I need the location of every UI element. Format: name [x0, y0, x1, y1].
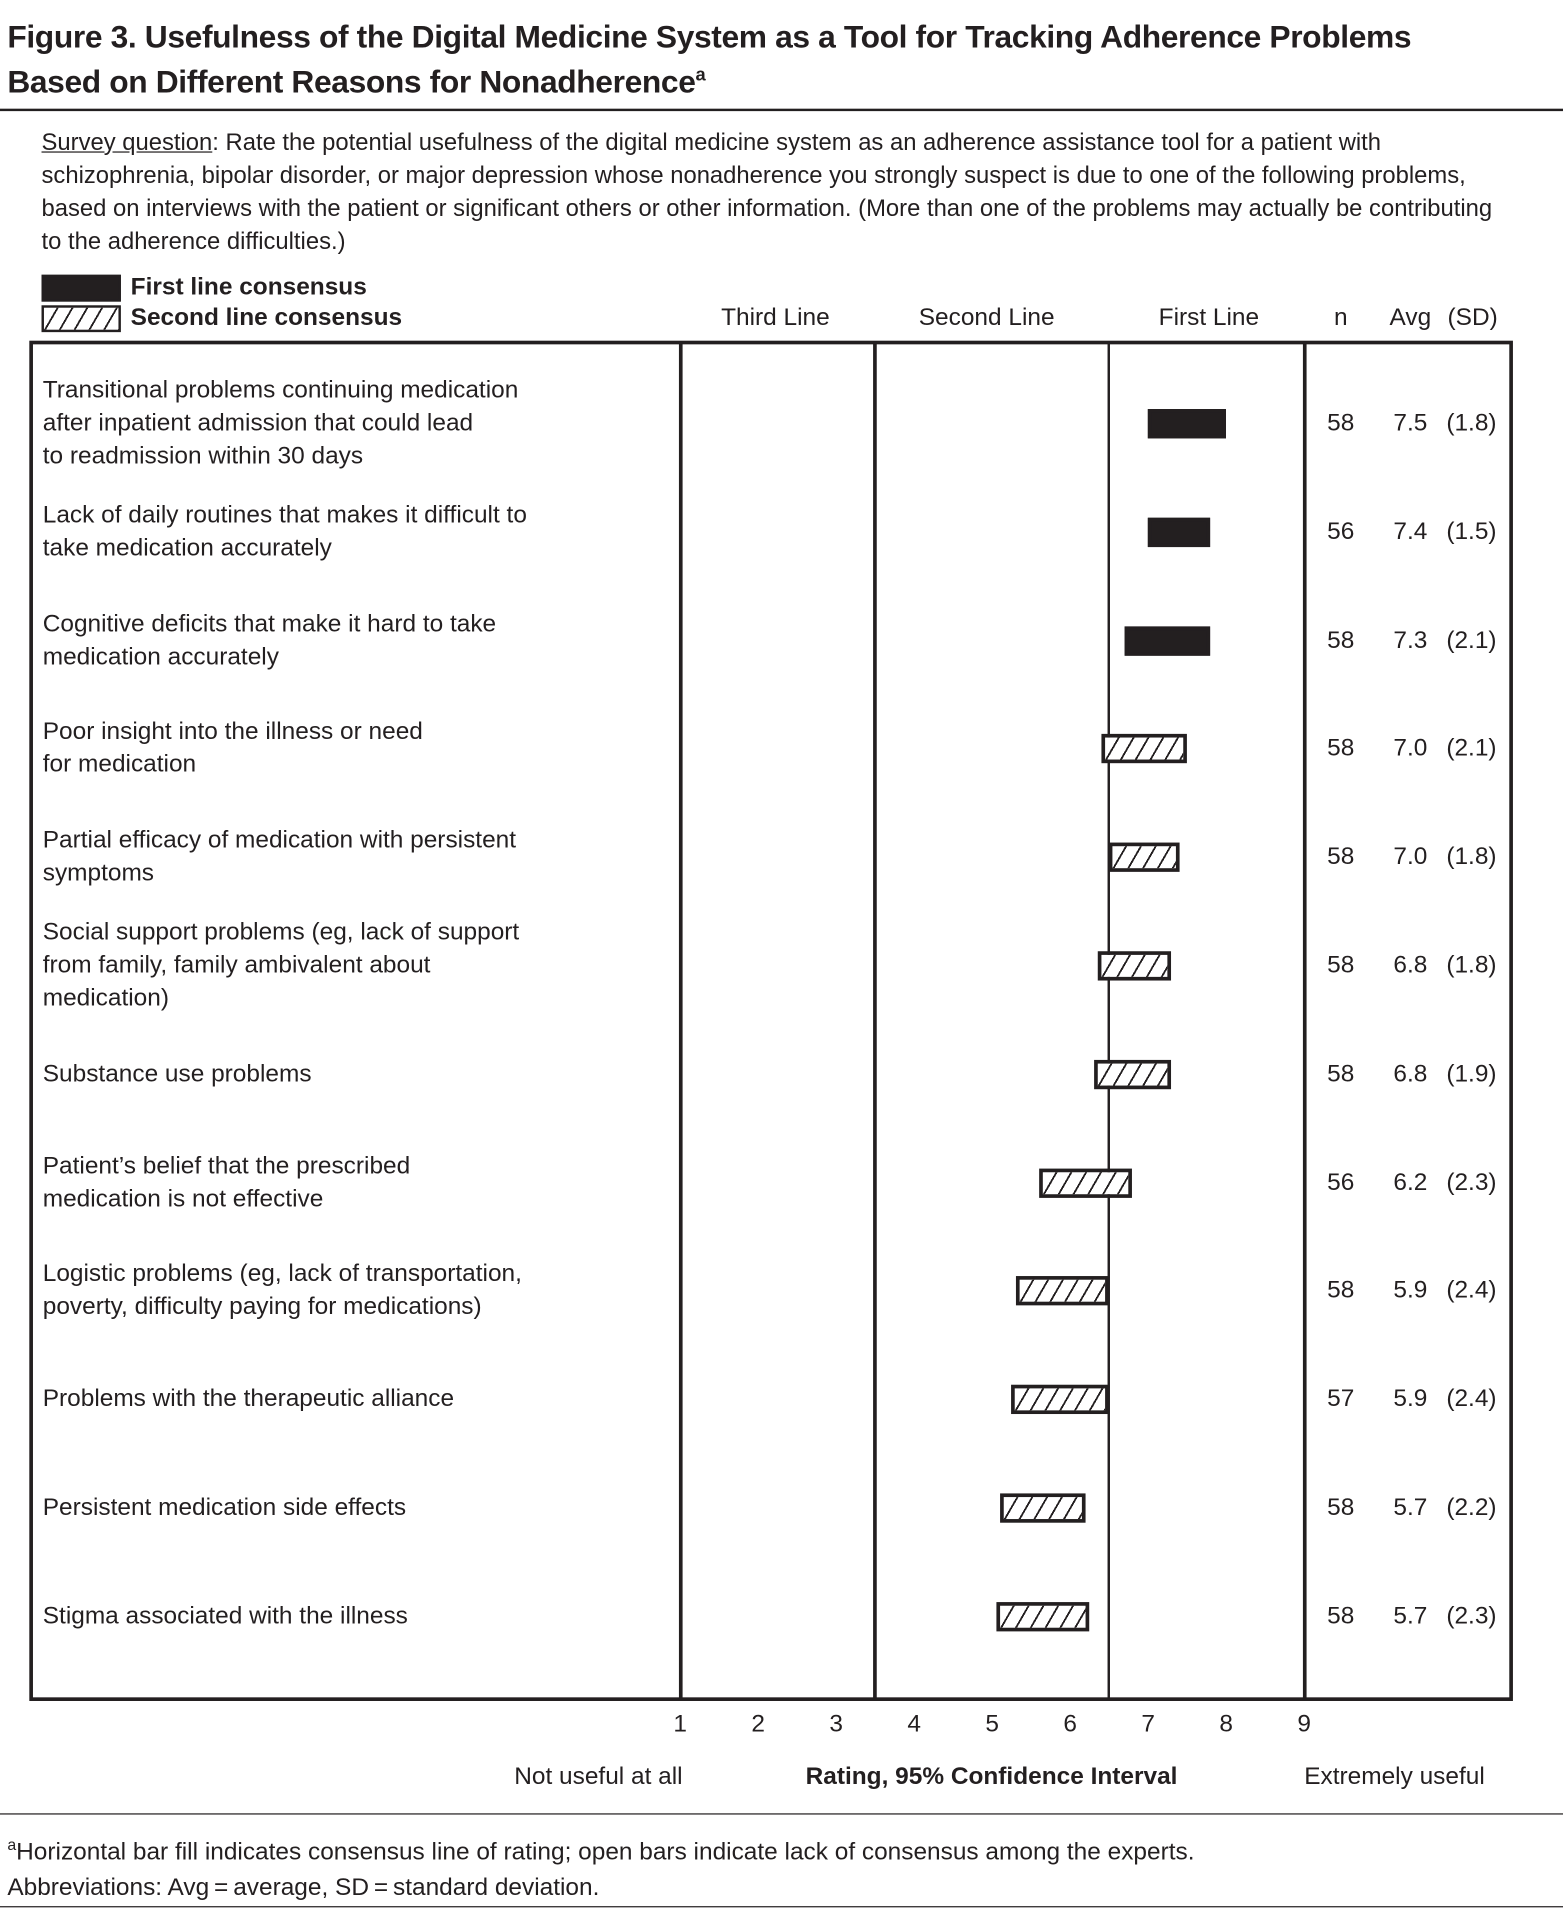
zone-divider — [873, 342, 877, 1699]
row-label-line: after inpatient admission that could lead — [42, 409, 474, 437]
footnote-line-1: Horizontal bar fill indicates consensus line of rating; open bars indicate lack of consensus among the experts. — [16, 1838, 1195, 1866]
header-sd: (SD) — [1447, 304, 1498, 331]
row-avg: 7.5 — [1393, 409, 1428, 437]
row-sd: (1.5) — [1446, 518, 1497, 545]
row-label-line: Problems with the therapeutic alliance — [42, 1385, 455, 1413]
row-label-line: Partial efficacy of medication with persistent — [42, 826, 517, 854]
row-avg: 6.8 — [1393, 951, 1428, 979]
row-avg: 7.4 — [1393, 518, 1428, 545]
row-sd: (2.4) — [1446, 1385, 1497, 1413]
row-n: 58 — [1327, 843, 1355, 871]
ci-bar-second — [1094, 1060, 1172, 1089]
x-tick-label: 2 — [751, 1710, 765, 1738]
title-footnote-marker: a — [695, 64, 706, 86]
ci-bar-second — [1012, 1385, 1109, 1414]
ci-bar-second — [996, 1602, 1090, 1631]
row-avg: 7.0 — [1393, 843, 1428, 871]
ci-bar-second — [1039, 1168, 1133, 1197]
row-label-line: medication) — [42, 984, 169, 1012]
row-label-line: Transitional problems continuing medication — [42, 376, 519, 404]
ci-bar-second — [1097, 951, 1171, 980]
ci-bar-first — [1148, 517, 1210, 546]
header-third-line: Third Line — [721, 304, 830, 331]
ci-bar-second — [1101, 734, 1187, 763]
row-n: 58 — [1327, 1277, 1355, 1305]
header-first-line: First Line — [1158, 304, 1260, 331]
row-label-line: medication is not effective — [42, 1185, 324, 1213]
row-avg: 6.2 — [1393, 1168, 1428, 1196]
x-tick-label: 9 — [1297, 1710, 1311, 1738]
row-label — [43, 1383, 454, 1416]
row-label-line: Cognitive deficits that make it hard to take — [42, 610, 497, 637]
row-label — [43, 716, 423, 782]
row-label — [43, 1058, 312, 1091]
bottom-rule — [0, 1906, 1563, 1907]
row-sd: (2.2) — [1446, 1494, 1497, 1521]
survey-question-text: : Rate the potential usefulness of the digital medicine system as an adherence assistance tool for a patient with schizophrenia, bipolar disorder, or major depression whose nonadherence you strongly suspect is due to one of the following problems, based on interviews with the patient or significant others or other information. (More than one of the problems may actually be contributing to the adherence difficulties.) — [41, 129, 1493, 256]
title-line-1: Figure 3. Usefulness of the Digital Medicine System as a Tool for Tracking Adherence Problems — [7, 18, 1412, 55]
row-label — [43, 1150, 410, 1216]
row-label — [43, 608, 496, 674]
row-label-line: Poor insight into the illness or need — [42, 718, 423, 746]
row-label — [43, 374, 519, 473]
row-n: 58 — [1327, 951, 1355, 979]
row-label-line: Substance use problems — [42, 1060, 312, 1088]
row-avg: 7.3 — [1393, 626, 1428, 654]
x-high-label: Extremely useful — [1304, 1763, 1485, 1791]
row-label-line: Social support problems (eg, lack of support — [42, 918, 520, 946]
row-n: 58 — [1327, 734, 1355, 762]
ci-bar-second — [1109, 843, 1179, 872]
row-label — [43, 824, 516, 890]
footnote-rule — [0, 1813, 1563, 1814]
x-tick-label: 1 — [673, 1710, 687, 1738]
row-label-line: Persistent medication side effects — [42, 1494, 407, 1521]
row-label-line: for medication — [42, 751, 197, 779]
row-avg: 5.9 — [1393, 1277, 1428, 1305]
row-label-line: take medication accurately — [42, 534, 332, 562]
x-tick-label: 4 — [907, 1710, 921, 1738]
row-label-line: Logistic problems (eg, lack of transportation, — [42, 1260, 522, 1288]
row-sd: (1.8) — [1446, 409, 1497, 437]
footnote-marker: a — [7, 1835, 17, 1854]
row-sd: (1.9) — [1446, 1060, 1497, 1088]
row-avg: 5.7 — [1393, 1602, 1428, 1630]
row-n: 58 — [1327, 1494, 1355, 1521]
row-label-line: Lack of daily routines that makes it difficult to — [42, 501, 527, 529]
row-sd: (1.8) — [1446, 951, 1497, 979]
row-sd: (2.4) — [1446, 1277, 1497, 1305]
title-line-2: Based on Different Reasons for Nonadherence — [7, 63, 696, 100]
x-tick-label: 3 — [829, 1710, 843, 1738]
row-label — [43, 499, 527, 565]
zone-divider — [1302, 342, 1306, 1699]
legend-second-swatch — [42, 305, 121, 332]
x-axis-label: Rating, 95% Confidence Interval — [805, 1763, 1178, 1791]
x-tick-label: 7 — [1141, 1710, 1155, 1738]
x-tick-label: 6 — [1063, 1710, 1077, 1738]
survey-question-label: Survey question — [41, 129, 213, 157]
header-second-line: Second Line — [918, 304, 1055, 331]
footnote-line-2: Abbreviations: Avg = average, SD = standard deviation. — [7, 1873, 600, 1901]
row-sd: (2.3) — [1446, 1168, 1497, 1196]
row-label-line: from family, family ambivalent about — [42, 951, 431, 979]
row-label — [43, 1600, 408, 1633]
title-rule — [0, 109, 1563, 111]
row-avg: 5.9 — [1393, 1385, 1428, 1413]
ci-bar-first — [1125, 626, 1211, 655]
legend-first-label: First line consensus — [130, 273, 367, 301]
row-label — [43, 1492, 406, 1525]
x-tick-label: 8 — [1219, 1710, 1233, 1738]
row-sd: (2.1) — [1446, 626, 1497, 654]
row-n: 58 — [1327, 409, 1355, 437]
legend-first-swatch — [42, 275, 121, 302]
zone-divider — [678, 342, 682, 1699]
row-label — [43, 1258, 522, 1324]
ci-bar-first — [1148, 409, 1226, 438]
row-n: 56 — [1327, 518, 1355, 545]
figure-title — [7, 17, 1558, 101]
row-label-line: Stigma associated with the illness — [42, 1602, 408, 1630]
x-low-label: Not useful at all — [514, 1763, 683, 1791]
footnote — [7, 1827, 1194, 1906]
row-label — [43, 916, 519, 1015]
row-n: 58 — [1327, 626, 1355, 654]
row-avg: 7.0 — [1393, 734, 1428, 762]
row-label-line: to readmission within 30 days — [42, 442, 364, 470]
row-sd: (2.1) — [1446, 734, 1497, 762]
row-label-line: poverty, difficulty paying for medications) — [42, 1293, 482, 1321]
ci-bar-second — [1016, 1277, 1110, 1306]
zone-divider — [1108, 342, 1110, 1699]
row-n: 57 — [1327, 1385, 1355, 1413]
x-tick-label: 5 — [985, 1710, 999, 1738]
row-n: 58 — [1327, 1602, 1355, 1630]
row-avg: 6.8 — [1393, 1060, 1428, 1088]
ci-bar-second — [1000, 1493, 1086, 1522]
row-sd: (2.3) — [1446, 1602, 1497, 1630]
row-label-line: Patient’s belief that the prescribed — [42, 1152, 411, 1180]
row-label-line: symptoms — [42, 859, 155, 887]
row-sd: (1.8) — [1446, 843, 1497, 871]
row-avg: 5.7 — [1393, 1494, 1428, 1521]
header-n: n — [1333, 304, 1348, 331]
row-label-line: medication accurately — [42, 643, 279, 670]
survey-question — [42, 127, 1507, 259]
row-n: 58 — [1327, 1060, 1355, 1088]
row-n: 56 — [1327, 1168, 1355, 1196]
legend-second-label: Second line consensus — [130, 304, 403, 331]
header-avg: Avg — [1389, 304, 1432, 331]
